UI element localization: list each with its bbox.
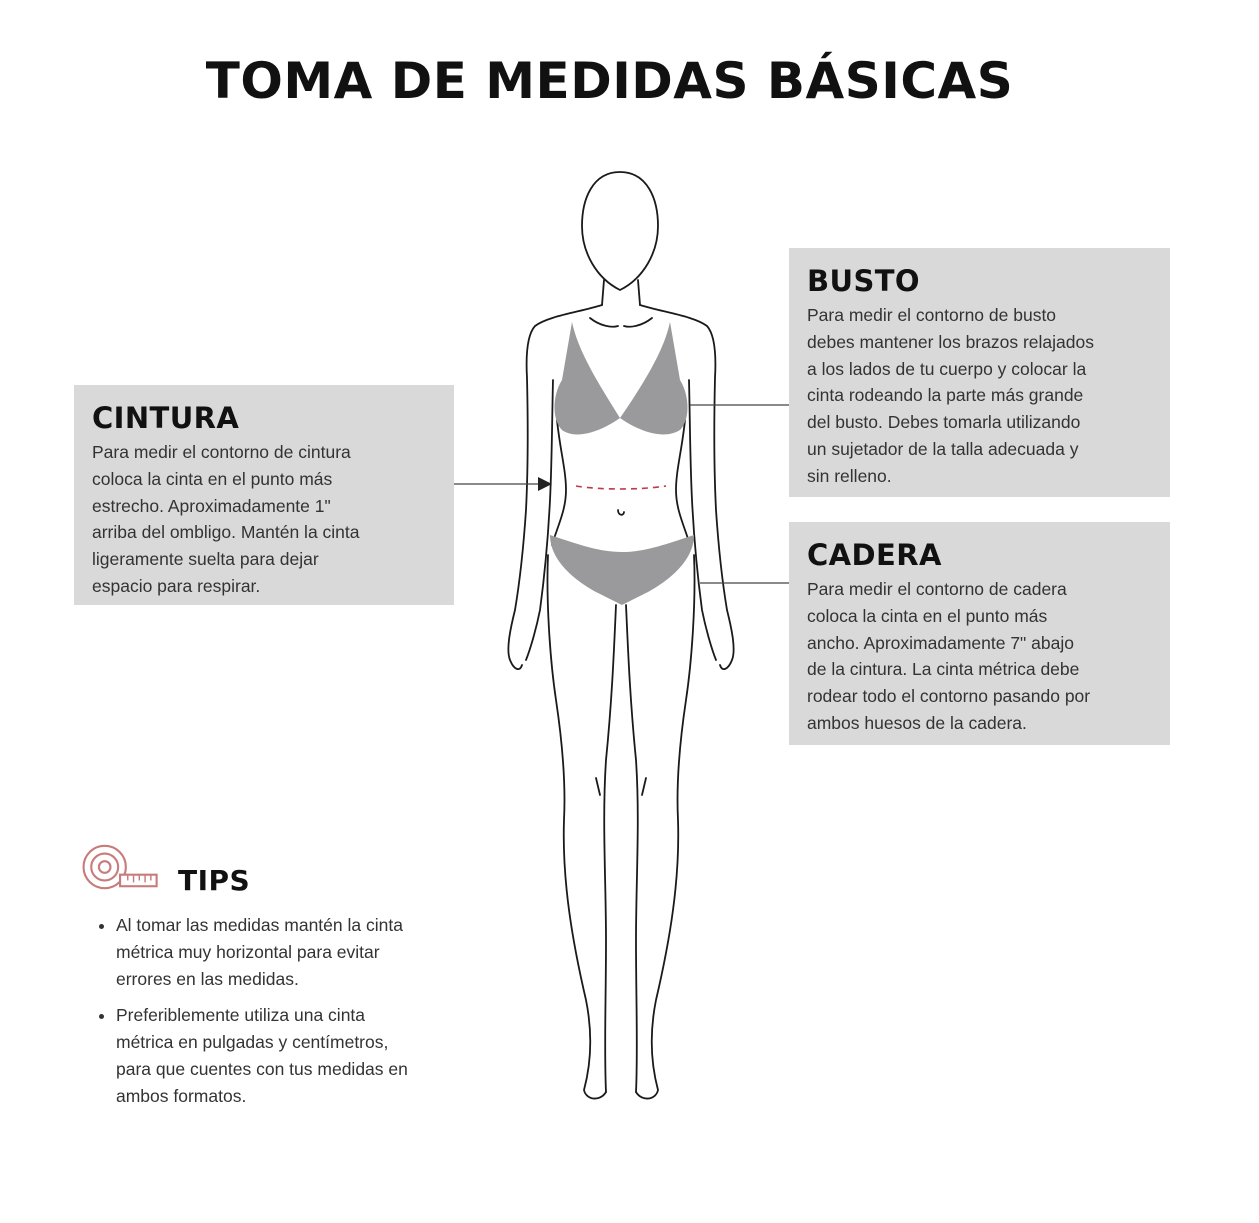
waist-measure-line	[576, 486, 666, 489]
measuring-tape-icon	[80, 842, 164, 892]
cadera-heading: CADERA	[807, 538, 942, 572]
bra-top	[555, 322, 688, 434]
cintura-arrow-head	[538, 477, 552, 491]
cadera-card	[789, 522, 1170, 745]
tips-list	[96, 912, 516, 1120]
busto-card	[789, 248, 1170, 497]
cintura-heading: CINTURA	[92, 401, 240, 435]
cintura-text: Para medir el contorno de cintura coloca la cinta en el punto más estrecho. Aproximadamente 1" arriba del ombligo. Mantén la cinta ligeramente suelta para dejar espacio para respirar.	[92, 442, 360, 596]
bikini-bottom	[550, 535, 694, 605]
busto-text: Para medir el contorno de busto debes mantener los brazos relajados a los lados de tu cuerpo y colocar la cinta rodeando la parte más grande del busto. Debes tomarla utilizando un sujetador de la talla adecuada y sin relleno.	[807, 305, 1094, 486]
figure-head	[582, 172, 658, 290]
page-title: TOMA DE MEDIDAS BÁSICAS	[205, 52, 1014, 110]
tips-heading: TIPS	[178, 864, 251, 897]
tip-item: • Al tomar las medidas mantén la cinta métrica muy horizontal para evitar errores en las medidas.	[116, 912, 516, 992]
cintura-card	[74, 385, 454, 605]
cadera-text: Para medir el contorno de cadera coloca la cinta en el punto más ancho. Aproximadamente 7" abajo de la cintura. La cinta métrica debe rodear todo el contorno pasando por ambos huesos de la cadera.	[807, 579, 1091, 733]
busto-heading: BUSTO	[807, 264, 920, 298]
tip-item: • Preferiblemente utiliza una cinta métrica en pulgadas y centímetros, para que cuentes con tus medidas en ambos formatos.	[116, 1002, 516, 1109]
